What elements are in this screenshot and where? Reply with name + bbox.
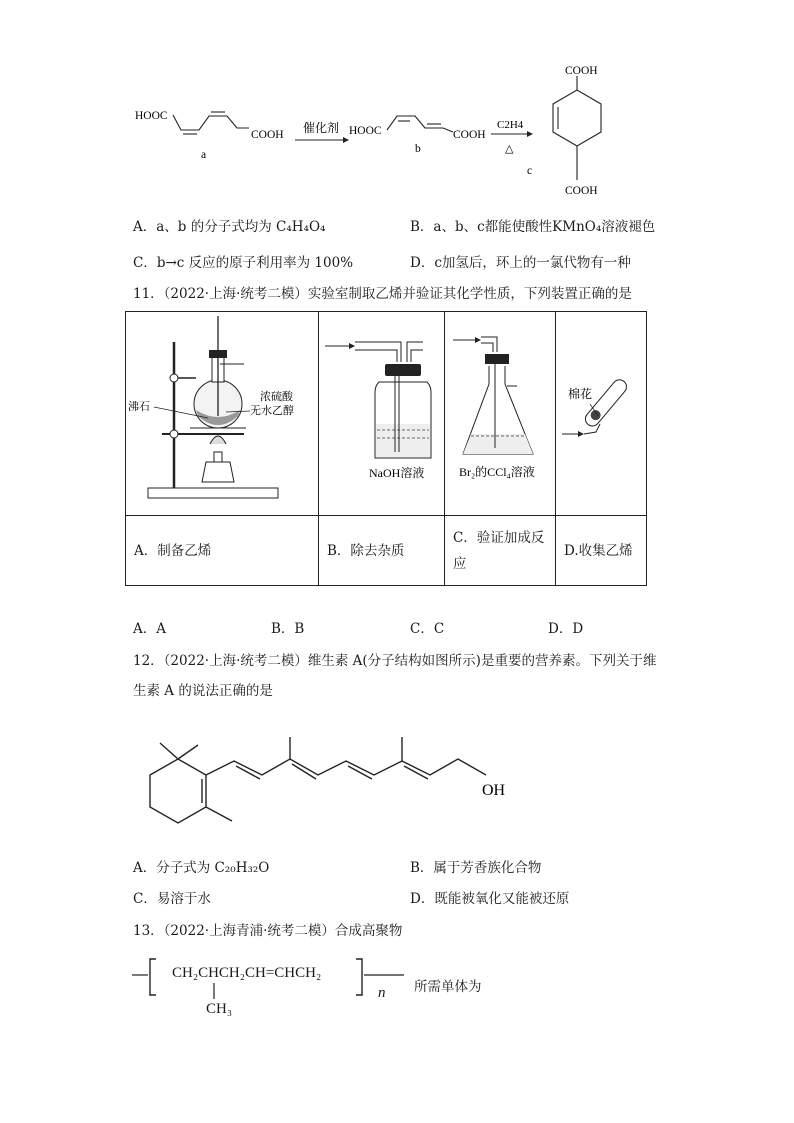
- q11-option-c: C．C: [410, 621, 445, 637]
- caption-d: D.收集乙烯: [556, 516, 647, 586]
- q10-option-d: D．c加氢后，环上的一氯代物有一种: [410, 255, 631, 271]
- q13-tail: 所需单体为: [414, 979, 482, 995]
- q11-option-d: D．D: [548, 621, 584, 637]
- q12-option-c: C．易溶于水: [133, 891, 211, 907]
- b-label: b: [415, 143, 421, 155]
- caption-a: A．制备乙烯: [126, 516, 319, 586]
- q11-option-b: B．B: [271, 621, 305, 637]
- label-conc-acid: 浓硫酸: [260, 391, 293, 403]
- q11-apparatus-table: [125, 311, 647, 586]
- q12-option-a: A．分子式为 C₂₀H₃₂O: [133, 860, 270, 876]
- apparatus-b-cell: [319, 312, 445, 516]
- ethylene-label: C2H4: [497, 119, 524, 131]
- c-label: c: [527, 165, 533, 177]
- label-boiling-chips: 沸石: [128, 401, 150, 413]
- c-ring: [553, 90, 601, 146]
- caption-b: B．除去杂质: [319, 516, 445, 586]
- polymer-side-chain: CH₃: [206, 1001, 233, 1017]
- oh-label: OH: [482, 782, 506, 799]
- b-left-group: HOOC: [349, 125, 382, 137]
- q11-option-a: A．A: [133, 621, 166, 637]
- apparatus-a-cell: [126, 312, 319, 516]
- q10-option-a: A．a、b 的分子式均为 C₄H₄O₄: [133, 219, 326, 235]
- c-top-group: COOH: [565, 65, 598, 77]
- polymer-main-chain: CH₂CHCH₂CH=CHCH₂: [172, 965, 322, 981]
- q11-stem: 11．（2022·上海·统考二模）实验室制取乙烯并验证其化学性质，下列装置正确的是: [133, 286, 632, 302]
- b-right-group: COOH: [453, 129, 486, 141]
- q10-option-b: B．a、b、c都能使酸性KMnO₄溶液褪色: [410, 219, 656, 235]
- c-bottom-group: COOH: [565, 185, 598, 197]
- label-ethanol: 无水乙醇: [250, 405, 294, 417]
- label-cotton: 棉花: [568, 387, 593, 401]
- q10-reaction-scheme: [125, 60, 625, 210]
- erlenmeyer-flask-diagram: [445, 312, 555, 511]
- a-label: a: [201, 149, 207, 161]
- q10-option-c: C．b→c 反应的原子利用率为 100%: [133, 255, 354, 271]
- gas-washing-bottle-diagram: [319, 312, 444, 511]
- apparatus-c-cell: [445, 312, 556, 516]
- polymer-formula: [132, 955, 432, 1025]
- test-tube-collection-diagram: [556, 312, 646, 511]
- catalyst-label: 催化剂: [303, 121, 340, 135]
- vitamin-a-structure: [140, 735, 520, 845]
- q12-option-b: B．属于芳香族化合物: [410, 860, 542, 876]
- apparatus-d-cell: [556, 312, 647, 516]
- q13-stem: 13．（2022·上海青浦·统考二模）合成高聚物: [133, 923, 403, 939]
- label-br2-ccl4: Br₂的CCl₄溶液: [459, 465, 535, 479]
- a-chain: [173, 115, 249, 130]
- caption-c: C．验证加成反 应: [445, 516, 556, 586]
- b-chain: [387, 116, 453, 132]
- polymer-n: n: [378, 985, 386, 1001]
- a-right-group: COOH: [251, 129, 284, 141]
- q12-option-d: D．既能被氧化又能被还原: [410, 891, 570, 907]
- q12-stem-line2: 生素 A 的说法正确的是: [133, 683, 273, 699]
- q12-stem-line1: 12．（2022·上海·统考二模）维生素 A(分子结构如图所示)是重要的营养素。下列关于维: [133, 653, 657, 669]
- heat-label: △: [505, 143, 514, 155]
- ethylene-generator-diagram: [126, 312, 318, 511]
- label-naoh: NaOH溶液: [369, 466, 425, 480]
- a-left-group: HOOC: [135, 110, 168, 122]
